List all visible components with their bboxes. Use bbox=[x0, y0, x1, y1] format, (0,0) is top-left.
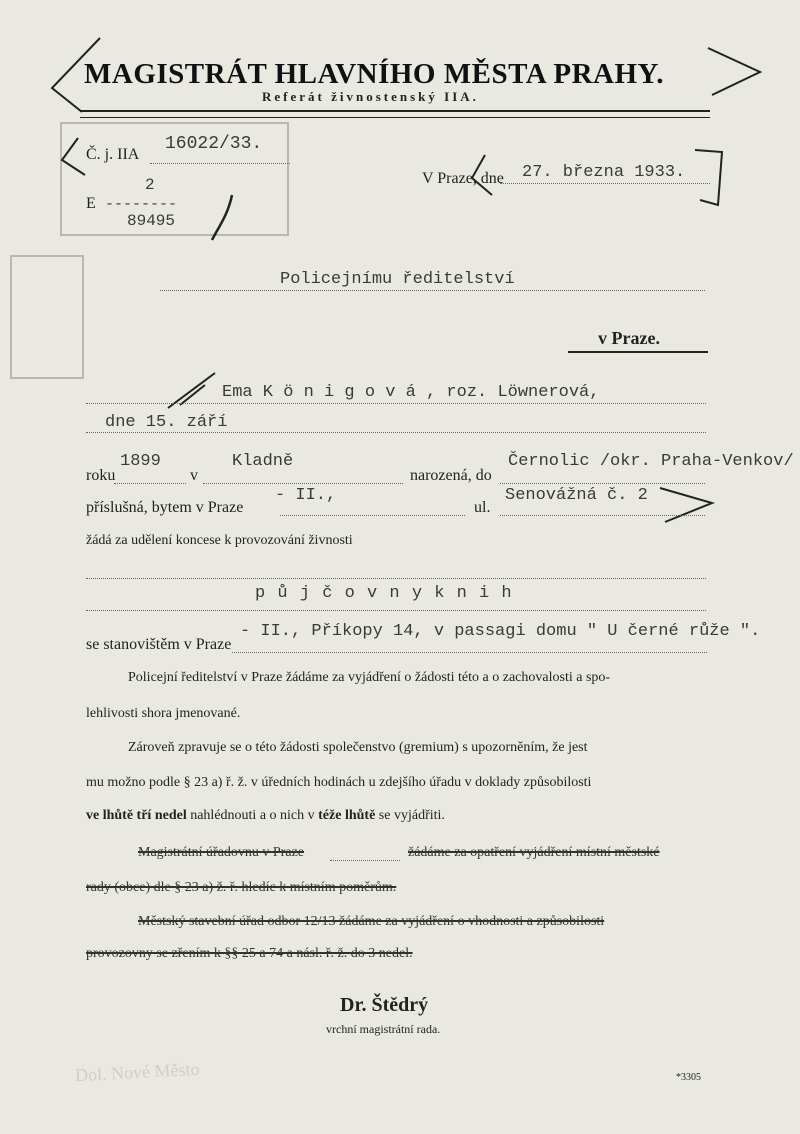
year-label: roku bbox=[86, 467, 116, 484]
trade-line bbox=[86, 610, 706, 611]
date-line bbox=[500, 183, 710, 184]
date-value: 27. března 1933. bbox=[522, 163, 686, 182]
birth-line bbox=[86, 432, 706, 433]
birth-year: 1899 bbox=[120, 452, 161, 471]
street-label: ul. bbox=[474, 499, 491, 516]
deadline-bold-2: téže lhůtě bbox=[318, 808, 376, 823]
addressee-city: v Praze. bbox=[598, 328, 660, 348]
e-bottom: 89495 bbox=[127, 212, 176, 230]
request-line bbox=[86, 578, 706, 579]
header-rule-2 bbox=[80, 117, 710, 118]
deadline-text: nahlédnouti a o nich v bbox=[186, 808, 319, 823]
date-label: V Praze, dne bbox=[422, 170, 504, 187]
district-line bbox=[280, 515, 465, 516]
residence-label: příslušná, bytem v Praze bbox=[86, 499, 244, 516]
paragraph-2a: Zároveň zpravuje se o této žádosti společenstvo (gremium) s upozorněním, že jest bbox=[128, 740, 588, 755]
ref-number: 16022/33. bbox=[165, 134, 263, 154]
struck-line-2: rady (obce) dle § 23 a) ž. ř. hledíc k místním poměrům. bbox=[86, 880, 397, 895]
addressee-line bbox=[160, 290, 705, 291]
home-line bbox=[500, 483, 705, 484]
struck-line-1b: žádáme za opatření vyjádření místní městské bbox=[408, 845, 660, 860]
struck-line-1: Magistrátní úřadovnu v Praze bbox=[138, 845, 305, 860]
place-line bbox=[203, 483, 403, 484]
paragraph-2c bbox=[86, 808, 445, 824]
e-label: E bbox=[86, 195, 96, 212]
paragraph-1a: Policejní ředitelství v Praze žádáme za vyjádření o žádosti této a o zachovalosti a spo- bbox=[128, 670, 611, 685]
city-rule bbox=[568, 351, 708, 353]
struck-line-4: provozovny se zřením k §§ 25 a 74 a násl. ř. ž. do 3 nedel. bbox=[86, 946, 413, 961]
applicant-line bbox=[86, 403, 706, 404]
trade-name: p ů j č o v n y k n i h bbox=[255, 584, 513, 603]
signatory-title: vrchní magistrátní rada. bbox=[326, 1022, 441, 1036]
header-rule bbox=[80, 110, 710, 112]
location-label: se stanovištěm v Praze bbox=[86, 636, 232, 653]
e-top: 2 bbox=[145, 176, 155, 194]
street: Senovážná č. 2 bbox=[505, 486, 648, 505]
deadline-bold: ve lhůtě tří nedel bbox=[86, 808, 187, 823]
office-title: MAGISTRÁT HLAVNÍHO MĚSTA PRAHY. bbox=[84, 58, 665, 90]
e-dashes: -------- bbox=[105, 196, 178, 213]
born-label: narozená, do bbox=[410, 467, 492, 484]
struck-line-3: Městský stavební úřad odbor 12/13 žádáme za vyjádření o vhodnosti a způsobilosti bbox=[138, 914, 605, 929]
request-text: žádá za udělení koncese k provozování živnosti bbox=[86, 533, 353, 548]
in-label: v bbox=[190, 467, 198, 484]
form-number: *3305 bbox=[676, 1072, 701, 1083]
ref-label: Č. j. IIA bbox=[86, 146, 140, 163]
paragraph-2b: mu možno podle § 23 a) ř. ž. v úředních hodinách u zdejšího úřadu v doklady způsobilosti bbox=[86, 775, 592, 790]
district: - II., bbox=[275, 486, 337, 505]
applicant-name: Ema K ö n i g o v á , roz. Löwnerová, bbox=[222, 383, 600, 402]
struck-dots-1 bbox=[330, 860, 400, 861]
ref-line bbox=[150, 163, 290, 164]
birth-place: Kladně bbox=[232, 452, 294, 471]
office-subtitle: Referát živnostenský IIA. bbox=[262, 89, 479, 104]
paragraph-1b: lehlivosti shora jmenované. bbox=[86, 706, 241, 721]
birth-day: dne 15. září bbox=[105, 413, 228, 432]
location-line bbox=[232, 652, 707, 653]
deadline-tail: se vyjádřiti. bbox=[375, 808, 445, 823]
home-municipality: Černolic /okr. Praha-Venkov/ bbox=[508, 452, 794, 471]
street-line bbox=[500, 515, 705, 516]
location-value: - II., Příkopy 14, v passagi domu " U černé růže ". bbox=[240, 622, 761, 641]
year-line bbox=[114, 483, 186, 484]
bleed-stamp-text: Dol. Nové Město bbox=[74, 1058, 200, 1086]
signatory: Dr. Štědrý bbox=[340, 994, 429, 1016]
addressee: Policejnímu ředitelství bbox=[280, 270, 515, 289]
